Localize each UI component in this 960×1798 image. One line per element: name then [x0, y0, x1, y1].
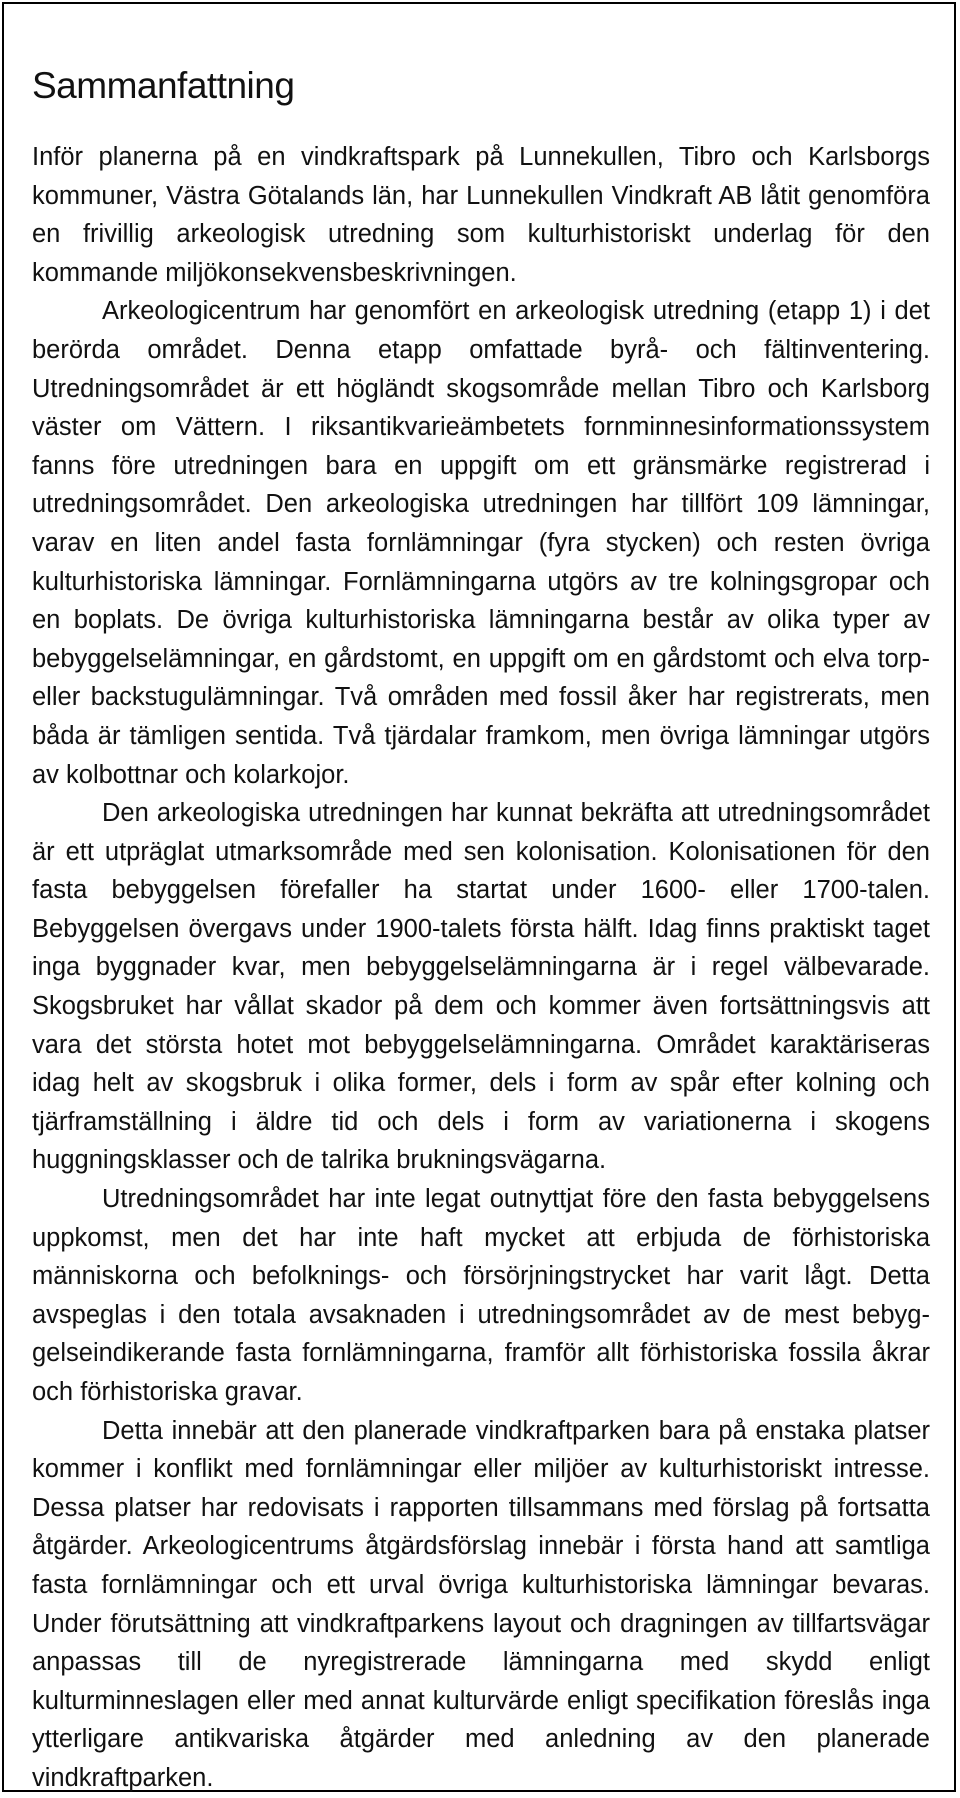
paragraph-conclusion: Detta innebär att den planerade vindkraftparken bara på enstaka platser kommer i konflikt med fornlämningar eller miljöer av kulturhistoriskt intresse. Dessa platser har redovisats i rapporten tillsammans med förslag på fortsatta åtgärder. Arkeologicentrums åtgärdsförslag innebär i första hand att samtliga fasta fornlämningar och ett urval övriga kulturhistoriska lämningar bevaras. Under förutsättning att vindkraftparkens layout och dragningen av tillfartsvägar anpassas till de nyregistrerade lämningarna med skydd enligt kulturminneslagen eller med annat kulturvärde enligt specifikation föreslås inga ytterligare antikvariska åtgärder med anledning av den planerade vindkraftparken. [32, 1416, 930, 1792]
paragraph-prehistory: Utredningsområdet har inte legat outnyttjat före den fasta bebyggelsens uppkomst, men det har inte haft mycket att erbjuda de förhistoriska människorna och befolknings- och försörjningstrycket har varit lågt. Detta avspeglas i den totala avsaknaden i utredningsområdet av de mest bebyggelseindikerande fasta fornlämningarna, framför allt förhistoriska fossila åkrar och förhistoriska gravar. [32, 1185, 930, 1406]
paragraph-confirmation: Den arkeologiska utredningen har kunnat bekräfta att utredningsområdet är ett utpräglat utmarksområde med sen kolonisation. Kolonisationen för den fasta bebyggelsen förefaller ha startat under 1600- eller 1700-talen. Bebyggelsen övergavs under 1900-talets första hälft. Idag finns praktiskt taget inga byggnader kvar, men bebyggelselämningarna är i regel välbevarade. Skogsbruket har vållat skador på dem och kommer även fortsättningsvis att vara det största hotet mot bebyggelselämningarna. Området karaktäriseras idag helt av skogsbruk i olika former, dels i form av spår efter kolning och tjärframställning i äldre tid och dels i form av variationerna i skogens huggningsklasser och de talrika brukningsvägarna. [32, 799, 930, 1175]
paragraph-results: Arkeologicentrum har genomfört en arkeologisk utredning (etapp 1) i det berörda området. Denna etapp omfattade byrå- och fältinventering. Utredningsområdet är ett högländt skogsområde mellan Tibro och Karlsborg väster om Vättern. I riksantikvarieämbetets fornminnesinformationssystem fanns före utredningen bara en uppgift om ett gränsmärke registrerad i utredningsområdet. Den arkeologiska utredningen har tillfört 109 lämningar, varav en liten andel fasta fornlämningar (fyra stycken) och resten övriga kulturhistoriska lämningar. Fornlämningarna utgörs av tre kolningsgropar och en boplats. De övriga kulturhistoriska lämningarna består av olika typer av bebyggelselämningar, en gårdstomt, en uppgift om en gårdstomt och elva torp- eller backstugulämningar. Två områden med fossil åker har registrerats, men båda är tämligen sentida. Två tjärdalar framkom, men övriga lämningar utgörs av kolbottnar och kolarkojor. [32, 297, 930, 789]
page-title: Sammanfattning [32, 65, 295, 106]
page-frame [2, 2, 956, 1792]
paragraph-intro: Inför planerna på en vindkraftspark på Lunnekullen, Tibro och Karlsborgs kommuner, Västra Götalands län, har Lunnekullen Vindkraft AB låtit genomföra en frivillig arkeologisk utredning som kulturhistoriskt underlag för den kommande miljökonsekvensbeskrivningen. [32, 143, 930, 287]
document-body [32, 62, 930, 1798]
